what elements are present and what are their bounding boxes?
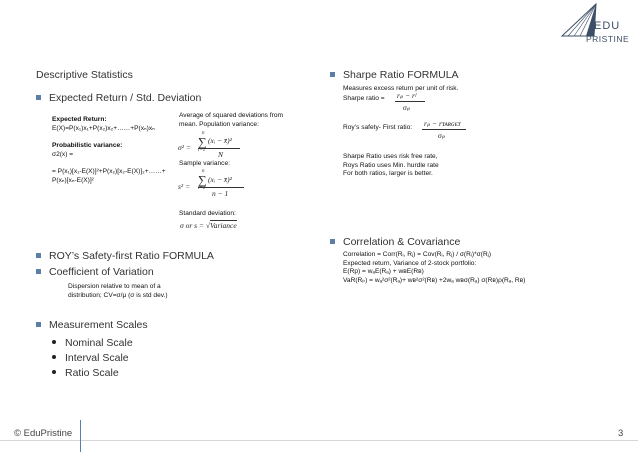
bullet-expected-return xyxy=(36,92,201,104)
sd-lhs: σ or s = xyxy=(180,221,204,230)
expected-return-box xyxy=(52,116,176,186)
sharpe-note-3: For both ratios, larger is better. xyxy=(343,170,433,178)
sharpe-denominator: σₚ xyxy=(403,103,410,112)
sum-symbol: ∑ xyxy=(198,135,207,149)
scale-label: Interval Scale xyxy=(65,352,129,364)
roy-fraction xyxy=(422,119,482,143)
sharpe-notes xyxy=(343,153,439,179)
prob-variance-formula-2: P(xₙ)[xₙ-E(X)]² xyxy=(52,176,94,184)
bullet-scales xyxy=(36,319,148,331)
sum-upper: n xyxy=(202,131,205,136)
samp-denominator: n − 1 xyxy=(212,189,229,198)
dot-marker xyxy=(52,355,56,359)
corr-line-1: Correlation = Corr(Rᵢ, Rⱼ) = Cov(Rᵢ, Rⱼ) / σ(Rᵢ)*σ(Rⱼ) xyxy=(343,251,492,258)
bullet-cv xyxy=(36,266,154,278)
population-variance-equation xyxy=(178,131,288,160)
bullet-sharpe xyxy=(330,69,459,81)
sample-variance-label: Sample variance: xyxy=(179,160,230,167)
sigma-squared: σ² = xyxy=(178,143,191,152)
logo xyxy=(556,0,636,46)
correlation-block xyxy=(343,251,525,285)
pop-numerator: (xᵢ − x̄)² xyxy=(208,136,232,145)
bullet-sharpe-label: Sharpe Ratio FORMULA xyxy=(343,69,459,81)
bullet-marker xyxy=(330,72,335,77)
sample-variance-equation xyxy=(178,169,288,200)
roy-ratio-label: Roy’s safety- First ratio: xyxy=(343,124,413,131)
dot-marker xyxy=(52,340,56,344)
population-variance-label xyxy=(179,112,283,129)
prob-variance-label: Probabilistic variance: xyxy=(52,142,123,150)
sum-symbol: ∑ xyxy=(198,173,207,187)
page-number: 3 xyxy=(618,428,624,439)
sharpe-note-1: Sharpe Ratio uses risk free rate, xyxy=(343,153,438,160)
sd-rhs: Variance xyxy=(209,221,237,230)
bullet-correlation xyxy=(330,236,460,248)
corr-line-3: E(Rp) = wₐE(Rₐ) + wʙE(Rʙ) xyxy=(343,268,424,276)
sum-upper: n xyxy=(202,169,205,174)
std-dev-label: Standard deviation: xyxy=(179,210,236,217)
dot-marker xyxy=(52,370,56,374)
sharpe-numerator: rₚ − rᶠ xyxy=(397,91,417,100)
cv-description xyxy=(68,283,168,300)
bullet-roy-label: ROY’s Safety-first Ratio FORMULA xyxy=(49,250,214,262)
samp-numerator: (xᵢ − x̄)² xyxy=(208,175,232,184)
s-squared: s² = xyxy=(178,182,191,191)
footer-rule xyxy=(0,440,638,441)
bullet-cv-label: Coefficient of Variation xyxy=(49,266,154,278)
footer-copyright: © EduPristine xyxy=(14,428,73,439)
section-title: Descriptive Statistics xyxy=(36,69,133,81)
expected-return-formula: E(X)=P(x₁)x₁+P(x₂)x₂+……+P(xₙ)xₙ xyxy=(52,124,155,132)
sharpe-fraction xyxy=(393,91,433,115)
prob-variance-symbol: σ2(x) = xyxy=(52,150,74,158)
bullet-expected-label: Expected Return / Std. Deviation xyxy=(49,92,202,104)
expected-return-label: Expected Return: xyxy=(52,116,107,123)
scale-item-ratio xyxy=(52,367,119,379)
corr-line-2: Expected return, Variance of 2-stock portfolio: xyxy=(343,259,477,267)
avg-sq-label-1: Average of squared deviations from xyxy=(179,112,283,119)
footer-divider xyxy=(80,420,81,452)
roy-denominator: σₚ xyxy=(438,131,445,140)
pop-denominator: N xyxy=(218,150,224,159)
sum-lower: i=1 xyxy=(198,186,206,191)
cv-desc-1: Dispersion relative to mean of a xyxy=(68,283,161,290)
scale-item-nominal xyxy=(52,337,133,349)
bullet-marker xyxy=(36,269,41,274)
bullet-marker xyxy=(36,95,41,100)
bullet-marker xyxy=(36,253,41,258)
bullet-marker xyxy=(330,239,335,244)
bullet-scales-label: Measurement Scales xyxy=(49,319,148,331)
fraction-bar xyxy=(395,101,425,102)
bullet-marker xyxy=(36,322,41,327)
prob-variance-formula-1: = P(x₁)[x₁-E(X)]²+P(x₂)[x₂-E(X)]₂+……+ xyxy=(52,168,166,176)
avg-sq-label-2: mean. Population variance: xyxy=(179,120,259,128)
sum-lower: i=1 xyxy=(198,148,206,153)
bullet-roy xyxy=(36,250,214,262)
sharpe-note-2: Roys Ratio uses Min. hurdle rate xyxy=(343,161,439,169)
corr-line-4: VaR(Rₚ) = wₐ²σ²(Rₐ)+ wʙ²σ²(Rʙ) +2wₐ wʙσ(Rₐ) σ(Rʙ)ρ(Rₐ, Rʙ) xyxy=(343,276,526,284)
std-dev-equation xyxy=(180,221,237,230)
fraction-bar xyxy=(198,148,240,149)
roy-numerator: rₚ − rᴛᴀʀɢᴇᴛ xyxy=(424,119,461,128)
bullet-corr-label: Correlation & Covariance xyxy=(343,236,461,248)
logo-pristine: PRISTINE xyxy=(586,34,630,44)
fraction-bar xyxy=(422,129,466,130)
cv-desc-2: distribution; CV=σ/μ (σ is std dev.) xyxy=(68,291,168,299)
scale-label: Ratio Scale xyxy=(65,367,119,379)
sharpe-ratio-label: Sharpe ratio = xyxy=(343,95,385,102)
logo-edu: EDU xyxy=(594,20,621,32)
fraction-bar xyxy=(198,187,244,188)
scale-label: Nominal Scale xyxy=(65,337,133,349)
scale-item-interval xyxy=(52,352,129,364)
sqrt-icon: √ xyxy=(205,221,210,230)
sharpe-description: Measures excess return per unit of risk. xyxy=(343,85,459,92)
